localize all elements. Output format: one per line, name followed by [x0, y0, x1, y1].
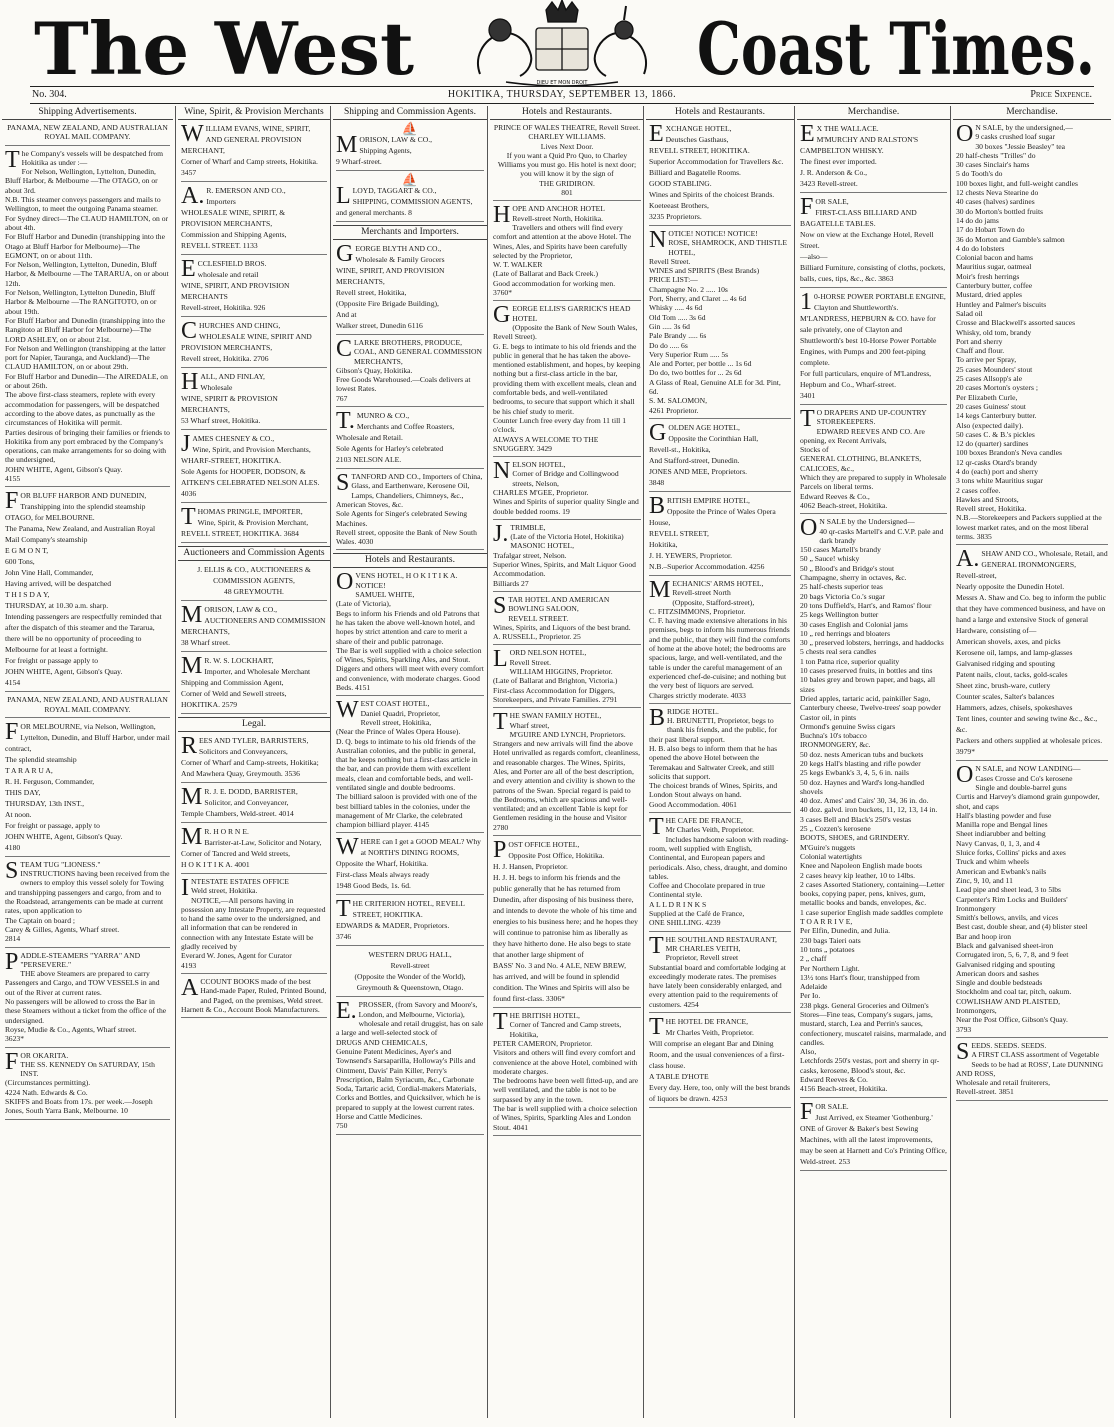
advertisement-text: J. ELLIS & CO., AUCTIONEERS & COMMISSION AGENTS, 48 GREYMOUTH.	[197, 565, 311, 596]
advertisement	[800, 517, 947, 1097]
advertisement	[493, 711, 641, 836]
advertisement-text: E.PROSSER, (from Savory and Moore's, London, and Melbourne, Victoria), wholesale and retail druggist, has on sale a large and well-selected stock of DRUGS AND CHEMICALS, Genuine Patent Medicines, Ayer's and Townsend's Sarsaparilla, Holloway's Pills and Ointment, Davis' Pain Killer, Perry's Prescription, Balm Syriacum, &c., Carbonate Soda, Tartaric acid, Cordial-makers Materials, Corks and Bottles, and Quicksilver, which he is prepared to supply at the lowest current rates. Horse and Cattle Medicines. 750	[336, 998, 484, 1131]
advertisement-text: THE HOTEL DE FRANCE, Mr Charles Veith, Proprietor. Will comprise an elegant Bar and Dining Room, and the usual conveniences of a first-class house. A TABLE D'HOTE Every day. Here, too, only will the best brands of liquors be drawn. 4253	[649, 1014, 791, 1103]
advertisement	[336, 123, 484, 171]
advertisement-text: NOTICE! NOTICE! NOTICE! ROSE, SHAMROCK, AND THISTLE HOTEL, Revell Street. WINES and SPIRITS (Best Brands) PRICE LIST:— Champagne No. 2 ..... 10s Port, Sherry, and Claret ... 4s 6d Whisky ..... 4s 6d Old Tom ..... 3s 6d Gin ..... 3s 6d Pale Brandy ..... 6s Do do ..... 6s Very Superior Rum ..... 5s Ale and Porter, per bottle ... 1s 6d Do do, two bottles for ... 2s 6d A Glass of Real, Genuine ALE for 3d. Pint, 6d. S. M. SALOMON, 4261 Proprietor.	[649, 227, 787, 415]
advertisement-text: A.R. EMERSON AND CO., Importers WHOLESALE WINE, SPIRIT, & PROVISION MERCHANTS, Commission and Shipping Agents, REVELL STREET. 1133	[181, 183, 287, 250]
advertisement-text: PANAMA, NEW ZEALAND, AND AUSTRALIAN ROYAL MAIL COMPANY.	[7, 695, 168, 714]
advertisement	[649, 492, 791, 576]
advertisement-text: OVENS HOTEL, H O K I T I K A. NOTICE! SAMUEL WHITE, (Late of Victoria), Begs to inform his Friends and old Patrons that he has taken the above well-known hotel, and hopes by strict attention and care to merit a share of their and public patronage. The Bar is well supplied with a choice selection of Wines, Spirits, Sparkling Ales, and Stout. Diggers and others will meet with every comfort and convenience, with moderate charges. Good Beds. 4151	[336, 569, 484, 693]
advertisement-text: LLOYD, TAGGART & CO., SHIPPING, COMMISSION AGENTS, and general merchants. 8	[336, 183, 473, 217]
advertisement-text: ON SALE by the Undersigned— 40 qr-casks Martell's and C.V.P. pale and dark brandy 150 cases Martell's brandy 50 „ Sauce! whisky 50 „ Blood's and Bridge's stout Champagne, sherry in octaves, &c. 25 half-chests superior teas 20 bags Victoria Co.'s sugar 20 tons Duffield's, Hart's, and Ramos' flour 25 kegs Wellington butter 30 cases English and Colonial jams 10 „ red herrings and bloaters 30 „ preserved lobsters, herrings, and haddocks 5 chests real sera candles 1 ton Patna rice, superior quality 10 cases preserved fruits, in bottles and tins 10 bales grey and brown paper, and bags, all sizes Dried apples, tartaric acid, painkiller Sago, Canterbury cheese, Twelve-trees' soap powder Castor oil, in pints Ormond's genuine Swiss cigars Buchna's 10's tobacco IRONMONGERY, &c. 50 doz. nests American tubs and buckets 20 kegs Hall's blasting and rifle powder 25 kegs Ewbank's 3, 4, 5, 6 in. nails 50 doz. Haynes and Ward's long-handled shovels 40 doz. Ames' and Cairs' 30, 34, 36 in. do. 40 doz. galvd. iron buckets, 11, 12, 13, 14 in. 3 cases Bell and Black's 250's vestas 25 „ Cozzen's kerosene BOOTS, SHOES, and GRINDERY. M'Guire's nuggets Colonial watertights Knee and Napoleon English made boots 2 cases heavy kip leather, 10 to 14lbs. 2 cases Assorted Stationery, containing—Letter books, copying paper, pens, knives, gum, metallic books and bands, envelopes, &c. 1 case superior English made saddles complete T O A R R I V E, Per Elfin, Dunedin, and Julia. 230 bags Taieri oats 10 tons „ potatoes 2 „ chaff Per Northern Light. 13½ tons Hart's flour, transhipped from Adelaide Per Io. 238 pkgs. General Groceries and Oilmen's Stores—Fine teas, Company's sugars, jams, mustard, starch, Lea and Perrin's sauces, confectionery, muscatel raisins, marmalade, and candles. Also, Letchfords 250's vestas, port and sherry in qr-casks, kerosene, Blood's stout, &c. Edward Reeves & Co. 4156 Beach-street, Hokitika.	[800, 515, 947, 1094]
advertisement	[493, 460, 641, 520]
column-rule	[794, 106, 795, 1418]
column-6	[797, 106, 950, 1421]
advertisement	[336, 1000, 484, 1134]
issue-price: Price Sixpence.	[1030, 89, 1092, 100]
advertisement	[800, 1098, 947, 1171]
section-header: Merchants and Importers.	[333, 225, 487, 240]
column-header: Hotels and Restaurants.	[490, 106, 644, 120]
column-header: Shipping and Commission Agents.	[333, 106, 487, 120]
advertisement	[5, 490, 170, 692]
royal-crest-icon	[478, 0, 646, 86]
advertisement	[181, 974, 327, 1018]
advertisement	[336, 571, 484, 696]
column-3	[333, 106, 487, 1421]
advertisement-text: EX THE WALLACE. M'MURCHY AND RALSTON'S CAMPBELTON WHISKY. The finest ever imported. J. R. Anderson & Co., 3423 Revell-street.	[800, 121, 919, 188]
advertisement-text: PADDLE-STEAMERS "YARRA" AND "PERSEVERE." THE above Steamers are prepared to carry Passengers and Cargo, and TOW VESSELS in and out of the River at current rates. No passengers will be allowed to cross the Bar in these Steamers without a ticket from the office of the undersigned. Royse, Mudie & Co., Agents, Wharf street. 3623*	[5, 948, 167, 1044]
advertisement-text: FOR OKARITA. THE SS. KENNEDY On SATURDAY, 15th INST. (Circumstances permitting). 4224 Nath. Edwards & Co. SKIFFS and Boats from 17s. per week.—Joseph Jones, South Yarra Bank, Melbourne. 10	[5, 1048, 155, 1116]
advertisement-text: T.MUNRO & CO., Merchants and Coffee Roasters, Wholesale and Retail. Sole Agents for Harley's celebrated 2103 NELSON ALE.	[336, 408, 455, 465]
ship-icon: ⛵	[401, 121, 419, 136]
advertisement	[181, 877, 327, 974]
advertisement	[649, 229, 791, 419]
section-header: Legal.	[178, 717, 330, 732]
advertisement	[493, 648, 641, 708]
column-7	[953, 106, 1111, 1421]
advertisement	[5, 123, 170, 146]
advertisement	[181, 506, 327, 543]
advertisement	[649, 576, 791, 704]
advertisement-text: THE SWAN FAMILY HOTEL, Wharf street, M'GUIRE AND LYNCH, Proprietors. Strangers and new arrivals will find the above Hotel unrivalled as regards comfort, cleanliness, and reasonable charges. The Wines, Spirits, Ales, and Porter are all of the best description, and every attention and civility is shown to the patrons of the Swan. Special regard is paid to the Bedrooms, which are spacious and well-ventilated; and an excellent Table is kept for Gentlemen residing in the house and Visitor 2780	[493, 709, 640, 832]
advertisement	[800, 123, 947, 193]
advertisement-text: ACCOUNT BOOKS made of the best Hand-made Paper, Ruled, Printed Bound, and Paged, on the premises, Weld street. Harnett & Co., Account Book Manufacturers.	[181, 974, 327, 1014]
advertisement-text: FOR SALE, FIRST-CLASS BILLIARD AND BAGATELLE TABLES. Now on view at the Exchange Hotel, Revell Street. —also— Billiard Furniture, consisting of cloths, pockets, balls, cues, tips, &c., &c. 3863	[800, 194, 946, 283]
advertisement-text: HALL, AND FINLAY, Wholesale WINE, SPIRIT & PROVISION MERCHANTS, 53 Wharf street, Hokitika.	[181, 369, 278, 425]
column-2	[178, 106, 330, 1421]
advertisement-text: WHERE can I get a GOOD MEAL? Why at NORTH'S DINING ROOMS, Opposite the Wharf, Hokitika. First-class Meals always ready 1948 Good Beds, 1s. 6d.	[336, 834, 481, 891]
advertisement	[181, 320, 327, 368]
advertisement-text: MR. H O R N E. Barrister-at-Law, Solicitor and Notary, Corner of Tancred and Weld streets, H O K I T I K A. 4001	[181, 824, 322, 869]
advertisement-text: CLARKE BROTHERS, PRODUCE, COAL, AND GENERAL COMMISSION MERCHANTS, Gibson's Quay, Hokitika. Free Goods Warehoused.—Coals delivers at lowest Rates. 767	[336, 336, 482, 403]
advertisement	[956, 123, 1108, 545]
advertisement	[800, 291, 947, 405]
advertisement-text: 10-HORSE POWER PORTABLE ENGINE, Clayton and Shuttleworth's. M'LANDRESS, HEPBURN & CO. have for sale privately, one of Clayton and Shuttleworth's best 10-Horse Power Portable Engines, with Pumps and 200 feet-piping complete. For full particulars, enquire of M'Landress, Hepburn and Co., Wharf-street. 3401	[800, 289, 946, 400]
advertisement-text: LORD NELSON HOTEL, Revell Street. WILLIAM HIGGINS, Proprietor. (Late of Ballarat and Brighton, Victoria.) First-class Accommodation for Diggers, Storekeepers, and Private Families. 2791	[493, 646, 618, 704]
advertisement	[181, 735, 327, 783]
advertisement-text: POST OFFICE HOTEL, Opposite Post Office, Hokitika. H. J. Hansen, Proprietor. H. J. H. begs to inform his friends and the public generally that he has returned from Dunedin, after disposing of his business there, and intends to devote the whole of his time and energies to his business here; and he hopes they will continue to patronise him as liberally as they have hitherto done. He also begs to state that another large shipment of BASS' No. 3 and No. 4 ALE, NEW BREW, has arrived, and will be found in splendid condition. The Wines and Spirits will also be found first-class. 3306*	[493, 837, 638, 1004]
column-1	[2, 106, 173, 1421]
advertisement	[493, 123, 641, 201]
advertisement-text: MR. W. S. LOCKHART, Importer, and Wholesale Merchant Shipping and Commission Agent, Corner of Weld and Sewell streets, HOKITIKA. 2579	[181, 653, 311, 709]
advertisement	[5, 948, 170, 1048]
advertisement	[336, 949, 484, 997]
advertisement-text: THE CRITERION HOTEL, REVELL STREET, HOKITIKA. EDWARDS & MADER, Proprietors. 3746	[336, 896, 465, 942]
advertisement-text: FOR SALE. Just Arrived, ex Steamer 'Gothenburg.' ONE of Grover & Baker's best Sewing Machines, with all the latest improvements, may be seen at Harnett and Co's Printing Office, Weld-street. 253	[800, 1098, 947, 1166]
advertisement-text: EXCHANGE HOTEL, Deutsches Gasthaus, REVELL STREET, HOKITIKA. Superior Accommodation for Travellers &c. Billiard and Bagatelle Rooms. GOOD STABLING. Wines and Spirits of the choicest Brands. Koeteeast Brothers, 3235 Proprietors.	[649, 121, 784, 221]
advertisement	[956, 548, 1108, 761]
advertisement-text: FOR BLUFF HARBOR AND DUNEDIN, Transhipping into the splendid steamship OTAGO, for MELBOURNE. The Panama, New Zealand, and Australian Royal Mail Company's steamship E G M O N T, 600 Tons, John Vine Hall, Commander, Having arrived, will be despatched T H I S D A Y, THURSDAY, at 10.30 a.m. sharp. Intending passengers are respectfully reminded that after the dispatch of this steamer and the Tararua, there will be no opportunity of proceeding to Melbourne for at least a fortnight. For freight or passage apply to JOHN WHITE, Agent, Gibson's Quay. 4154	[5, 488, 162, 688]
advertisement-text: THE BRITISH HOTEL, Corner of Tancred and Camp streets, Hokitika, PETER CAMERON, Proprietor. Visitors and others will find every comfort and convenience at the above Hotel, combined with moderate charges. The bedrooms have been well fitted-up, and are well ventilated, and the table is not to be surpassed by any in the town. The bar is well supplied with a choice selection of Wines, Spirits, Sparkling Ales and London Stout. 4041	[493, 1009, 639, 1132]
column-header: Merchandise.	[797, 106, 950, 120]
advertisement	[5, 695, 170, 718]
advertisement-text: CHURCHES AND CHING, WHOLESALE WINE, SPIRIT AND PROVISION MERCHANTS, Revell street, Hokitika. 2706	[181, 318, 312, 363]
columns-area	[0, 106, 1114, 1421]
issue-place-date: HOKITIKA, THURSDAY, SEPTEMBER 13, 1866.	[447, 89, 677, 100]
advertisement-text: STEAM TUG "LIONESS." INSTRUCTIONS having been received from the owners to employ this vessel solely for Towing and transhipping passengers and cargo, from and to the Roadstead, arrangements can be made at current rates, upon application to The Captain on board ; Carey & Gilles, Agents, Wharf street. 2814	[5, 857, 170, 944]
advertisement	[336, 898, 484, 946]
advertisement-text: J.TRIMBLE, (Late of the Victoria Hotel, Hokitika) MASONIC HOTEL, Trafalgar street, Nelson. Superior Wines, Spirits, and Malt Liquor Good Accommodation. Billiards 27	[493, 520, 636, 588]
advertisement	[181, 185, 327, 255]
advertisement	[181, 604, 327, 652]
issue-number: No. 304.	[32, 89, 67, 100]
advertisement	[5, 1048, 170, 1120]
advertisement-text: MORISON, LAW & CO., Shipping Agents, 9 Wharf-street.	[336, 132, 433, 166]
advertisement-text: GEORGE BLYTH AND CO., Wholesale & Family Grocers WINE, SPIRIT, AND PROVISION MERCHANTS, Revell street, Hokitika, (Opposite Fire Brigade Building), And at Walker street, Dunedin 6116	[336, 241, 445, 330]
advertisement-text: STAR HOTEL AND AMERICAN BOWLING SALOON, REVELL STREET. Wines, Spirits, and Liquors of the best brand. A. RUSSELL, Proprietor. 25	[493, 592, 631, 642]
advertisement-text: THE CAFE DE FRANCE, Mr Charles Veith, Proprietor. Includes handsome saloon with reading-room, well supplied with English, Continental, and European papers and periodicals. Also, chess, draught, and domino tables. Coffee and Chocolate prepared in true Continental style. A L L D R I N K S Supplied at the Café de France, ONE SHILLING. 4239	[649, 814, 789, 928]
advertisement-text: REES AND TYLER, BARRISTERS, Solicitors and Conveyancers, Corner of Wharf and Camp-streets, Hokitika; And Mawhera Quay, Greymouth. 3536	[181, 733, 319, 778]
advertisement-text: NELSON HOTEL, Corner of Bridge and Collingwood streets, Nelson, CHARLES M'GEE, Proprietor. Wines and Spirits of superior quality Single and double bedded rooms. 19	[493, 458, 639, 516]
advertisement	[649, 123, 791, 226]
column-rule	[950, 106, 951, 1418]
column-header: Merchandise.	[953, 106, 1111, 120]
advertisement-text: FOR MELBOURNE, via Nelson, Wellington, Lyttelton, Dunedin, and Bluff Harbor, under mail contract, The splendid steamship T A R A R U A, R. H. Ferguson, Commander, THIS DAY, THURSDAY, 13th INST., At noon. For freight or passage, apply to JOHN WHITE, Agent, Gibson's Quay. 4180	[5, 718, 170, 852]
advertisement-text: PRINCE OF WALES THEATRE, Revell Street. CHARLEY WILLIAMS. Lives Next Door. If you want a Quid Pro Quo, to Charley Williams you must go. His hotel is next door; you will know it by the sign of THE GRIDIRON. 801	[493, 123, 641, 198]
advertisement	[493, 520, 641, 592]
advertisement-text: MR. J. E. DODD, BARRISTER, Solicitor, and Conveyancer, Temple Chambers, Weld-street. 4014	[181, 784, 298, 818]
advertisement	[649, 419, 791, 492]
advertisement-text: WESTERN DRUG HALL, Revell-street (Opposite the Wonder of the World), Greymouth & Queenstown, Otago.	[354, 950, 466, 993]
column-header: Shipping Advertisements.	[2, 106, 173, 120]
crest-motto: DIEU ET MON DROIT	[536, 80, 588, 86]
advertisement-text: BRIDGE HOTEL. H. BRUNETTI, Proprietor, begs to thank his friends, and the public, for their past liberal support. H. B. also begs to inform them that he has opened the above Hotel between the Teremakau and Saltwater Creek, and still solicits that support. The choicest brands of Wines, Spirits, and London Stout always on hand. Good Accommodation. 4061	[649, 704, 778, 809]
column-rule	[487, 106, 488, 1418]
advertisement	[336, 410, 484, 469]
section-header: Auctioneers and Commission Agents	[178, 546, 330, 561]
advertisement	[336, 338, 484, 407]
advertisement	[336, 836, 484, 895]
advertisement-text: JAMES CHESNEY & CO., Wine, Spirit, and Provision Merchants, WHARF-STREET, HOKITIKA. Sole Agents for HOOPER, DODSON, & AITKEN'S CELEBRATED NELSON ALES. 4036	[181, 431, 320, 498]
section-header: Hotels and Restaurants.	[333, 553, 487, 568]
advertisement-text: STANFORD AND CO., Importers of China, Glass, and Earthenware, Kerosene Oil, Lamps, Chandeliers, Chimneys, &c., American Stoves, &c. Sole Agents for Singer's celebrated Sewing Machines. Revell street, opposite the Bank of New South Wales. 4030	[336, 470, 483, 547]
advertisement	[649, 1016, 791, 1108]
masthead	[0, 0, 1114, 86]
advertisement	[181, 826, 327, 874]
advertisement-text: GEORGE ELLIS'S GARRICK'S HEAD HOTEL (Opposite the Bank of New South Wales, Revell Street). G. E. begs to intimate to his old friends and the public in general that he has taken the above-mentioned establishment, and hopes, by keeping nothing but a first-class article in the bar, providing them with excellent meals, clean and comfortable beds, and well-ventilated bedrooms, to secure that support which it shall be his chief study to merit. Counter Lunch free every day from 11 till 1 o'clock. ALWAYS A WELCOME TO THE SNUGGERY. 3429	[493, 302, 641, 453]
advertisement	[493, 839, 641, 1008]
advertisement-text: MECHANICS' ARMS HOTEL, Revell-street North (Opposite, Stafford-street), C. FITZSIMMONS, Proprietor. C. F. having made extensive alterations in his premises, begs to inform his numerous friends and the public, that they will find the comforts of home at the above hotel; the bedrooms are spacious, large, and well-ventilated, and the table is under the careful management of an experienced chef-de-cuisine; and nothing but the very best of liquors are served. Charges strictly moderate. 4033	[649, 576, 791, 700]
advertisement	[181, 564, 327, 601]
advertisement	[5, 718, 170, 857]
column-rule	[643, 106, 644, 1418]
advertisement-text: INTESTATE ESTATES OFFICE Weld street, Hokitika. NOTICE,—All persons having in possession any Intestate Property, are requested to hand the same over to the undersigned, and all information that can be rendered in connection with any Intestate Estate will be gladly received by Everard W. Jones, Agent for Curator 4193	[181, 875, 326, 970]
advertisement	[493, 204, 641, 301]
advertisement	[181, 123, 327, 182]
advertisement-text: TO DRAPERS AND UP-COUNTRY STOREKEEPERS. EDWARD REEVES AND CO. Are opening, ex Recent Arrivals, Stocks of GENERAL CLOTHING, BLANKETS, CALICOES, &c., Which they are prepared to supply in Wholesale Parcels on liberal terms. Edward Reeves & Co., 4062 Beach-street, Hokitika.	[800, 406, 947, 510]
advertisement	[493, 1011, 641, 1136]
advertisement-text: A.SHAW AND CO., Wholesale, Retail, and GENERAL IRONMONGERS, Revell-street, Nearly opposite the Dunedin Hotel. Messrs A. Shaw and Co. beg to inform the public that they have commenced business, and have on hand a large and extensive Stock of general Hardware, consisting of— American shovels, axes, and picks Kerosene oil, lamps, and lamp-glasses Galvanised ridging and spouting Patent nails, clout, tacks, gold-scales Sheet zinc, brush-ware, cutlery Counter scales, Salter's balances Hammers, adzes, chisels, spokeshaves Tent lines, counter and sewing twine &c., &c., &c. Packers and others supplied at wholesale prices. 3979*	[956, 546, 1108, 757]
advertisement	[181, 655, 327, 714]
advertisement	[956, 1038, 1108, 1101]
advertisement	[336, 174, 484, 222]
advertisement-text: GOLDEN AGE HOTEL, Opposite the Corinthian Hall, Revell-st., Hokitika, And Stafford-street, Dunedin. JONES AND MEE, Proprietors. 3848	[649, 419, 759, 487]
dateline	[30, 86, 1094, 104]
advertisement-text: THE SOUTHLAND RESTAURANT, MR CHARLES VEITH, Proprietor, Revell street Substantial board and comfortable lodging at exceedingly moderate rates. The premises have lately been considerably enlarged, and every attention paid to the requirements of customers. 4254	[649, 932, 786, 1009]
advertisement	[5, 857, 170, 948]
advertisement-text: ON SALE, by the undersigned,— 9 casks crushed loaf sugar 30 boxes "Jessie Beasley" tea 20 half-chests "Trilles" do 30 cases Sinclair's hams 5 do Tooth's do 100 boxes light, and full-weight candles 12 chests Neva Stearine do 40 cases (halves) sardines 30 do Morton's bottled fruits 14 do do jams 17 do Hobart Town do 36 do Morton and Gamble's salmon 4 do do lobsters Colonial bacon and hams Mauritius sugar, oatmeal Moir's fresh herrings Canterbury butter, coffee Mustard, dried apples Huntley and Palmer's biscuits Salad oil Crosse and Blackwell's assorted sauces Whisky, old tom, brandy Port and sherry Chaff and flour. To arrive per Spray, 25 cases Mounders' stout 25 cases Allsopp's ale 20 cases Morton's oysters ; Per Elizabeth Curle, 20 cases Guiness' stout 14 kegs Canterbury butter. Also (expected daily). 50 cases C. & B.'s pickles 12 do (quarter) sardines 100 boxes Brandon's Neva candles 12 qr-casks Otard's brandy 4 do (each) port and sherry 3 tons white Mauritius sugar 2 cases coffee. Hawkes and Stroots, Revell street, Hokitika. N.B.—Storekeepers and Packers supplied at the lowest market rates, and on the most liberal terms. 3835	[956, 121, 1102, 542]
advertisement-text: ECCLESFIELD BROS. wholesale and retail WINE, SPIRIT, AND PROVISION MERCHANTS Revell-street, Hokitika. 926	[181, 256, 290, 312]
ship-icon: ⛵	[401, 172, 419, 187]
advertisement-text: BRITISH EMPIRE HOTEL, Opposite the Prince of Wales Opera House, REVELL STREET, Hokitika, J. H. YEWERS, Proprietor. N.B.–Superior Accommodation. 4256	[649, 492, 776, 571]
advertisement	[336, 699, 484, 833]
advertisement	[336, 243, 484, 335]
column-header: Wine, Spirit, & Provision Merchants	[178, 106, 330, 120]
advertisement-text: PANAMA, NEW ZEALAND, AND AUSTRALIAN ROYAL MAIL COMPANY.	[7, 123, 168, 142]
advertisement-text: SEEDS. SEEDS. SEEDS. A FIRST CLASS assortment of Vegetable Seeds to be had at ROSS', Late DUNNING AND ROSS, Wholesale and retail fruiterers, Revell-street. 3851	[956, 1038, 1104, 1097]
advertisement	[649, 816, 791, 932]
advertisement-text: THOMAS PRINGLE, IMPORTER, Wine, Spirit, & Provision Merchant, REVELL STREET, HOKITIKA. 3684	[181, 504, 309, 538]
advertisement	[649, 932, 791, 1013]
advertisement	[800, 408, 947, 514]
column-rule	[330, 106, 331, 1418]
advertisement	[181, 258, 327, 317]
advertisement	[493, 304, 641, 457]
column-header: Hotels and Restaurants.	[646, 106, 794, 120]
advertisement-text: WEST COAST HOTEL, Daniel Quadri, Proprietor, Revell street, Hokitika, (Near the Prince of Wales Opera House). D. Q. begs to intimate to his old friends of the Australian colonies, and the public in general, that he keeps nothing but a first-class article in the bar, and can provide them with excellent meals, clean and comfortable beds, and well-ventilated single and double bedrooms. The billiard saloon is provided with one of the best billiard tables in the colonies, under the management of Mr Clarke, the celebrated champion billiard player. 4145	[336, 697, 478, 830]
advertisement-text: The Company's vessels will be despatched from Hokitika as under :— For Nelson, Wellington, Lyttelton, Dunedin, Bluff Harbor, & Melbourne —The OTAGO, on or about 3rd. N.B. This steamer conveys passengers and mails to Wellington, to meet the outgoing Panama steamer. For Sydney direct—The CLAUD HAMILTON, on or about 4th. For Bluff Harbor and Dunedin (transhipping into the Otago at Bluff Harbor for Melbourne)—The EGMONT, on or about 11th. For Nelson, Wellington, Lyttelton, Dunedin, Bluff Harbor, & Melbourne —The TARARUA, on or about 12th. For Nelson, Wellington, Lyttelton Dunedin, Bluff Harbor & Melbourne —The RANGITOTO, on or about 19th. For Bluff Harbor and Dunedin (transhipping into the Rangitoto at Bluff Harbor for Melbourne)—The LORD ASHLEY, on or about 21st. For Nelson and Wellington (transhipping at the latter port for Napier, Tauranga, and Auckland)—The CLAUD HAMILTON, on or about 29th. For Bluff Harbor and Dunedin—The AIREDALE, on or about 26th. The above first-class steamers, replete with every accommodation for passengers, will be despatched according to the above dates, as punctually as the circumstances of Hokitika will permit. Parties desirous of bringing their families or friends to Hokitika from any port embraced by the Company's operations, can make arrangements for so doing with the undersigned, JOHN WHITE, Agent, Gibson's Quay. 4155	[5, 146, 170, 483]
advertisement	[5, 146, 170, 488]
advertisement	[800, 196, 947, 288]
advertisement	[181, 371, 327, 430]
advertisement-text: ON SALE, and NOW LANDING— Cases Crosse and Co's kerosene Single and double-barrel guns Curtis and Harvey's diamond grain gunpowder, shot, and caps Hall's blasting powder and fuse Manilla rope and Bengal lines Sheet indiarubber and belting Navy Canvas, 0, 1, 3, and 4 Sluice forks, Collins' picks and axes Truck and whim wheels American and Ewbank's nails Zinc, 9, 10, and 11 Lead pipe and sheet lead, 3 to 5lbs Carpenter's Rim Locks and Builders' Ironmongery Smith's bellows, anvils, and vices Best cast, double shear, and (4) blister steel Bar and hoop iron Black and galvanised sheet-iron Corrugated iron, 5, 6, 7, 8, and 9 feet Galvanised ridging and spouting American doors and sashes Single and double bedsteads Stockholm and coal tar, pitch, oakum. COWLISHAW AND PLAISTED, Ironmongers, Near the Post Office, Gibson's Quay. 3793	[956, 762, 1100, 1034]
column-5	[646, 106, 794, 1421]
advertisement	[181, 433, 327, 503]
advertisement-text: WILLIAM EVANS, WINE, SPIRIT, AND GENERAL PROVISION MERCHANT, Corner of Wharf and Camp streets, Hokitika. 3457	[181, 121, 318, 177]
advertisement	[956, 764, 1108, 1038]
column-4	[490, 106, 644, 1421]
advertisement-text: MORISON, LAW & CO., AUCTIONEERS AND COMMISSION MERCHANTS, 38 Wharf street.	[181, 602, 326, 647]
advertisement	[493, 592, 641, 645]
advertisement	[336, 472, 484, 550]
advertisement-text: HOPE AND ANCHOR HOTEL Revell-street North, Hokitika. Travellers and others will find every comfort and attention at the above Hotel. The Wines, Ales, and Spirits have been carefully selected by the Proprietor, W. T. WALKER (Late of Ballarat and Back Creek.) Good accommodation for working men. 3760*	[493, 202, 632, 298]
masthead-svg	[0, 0, 1114, 86]
advertisement	[649, 704, 791, 813]
masthead-title-left: The West	[34, 6, 414, 86]
masthead-title-right: Coast Times.	[697, 6, 1095, 86]
column-rule	[175, 106, 176, 1418]
advertisement	[181, 786, 327, 823]
